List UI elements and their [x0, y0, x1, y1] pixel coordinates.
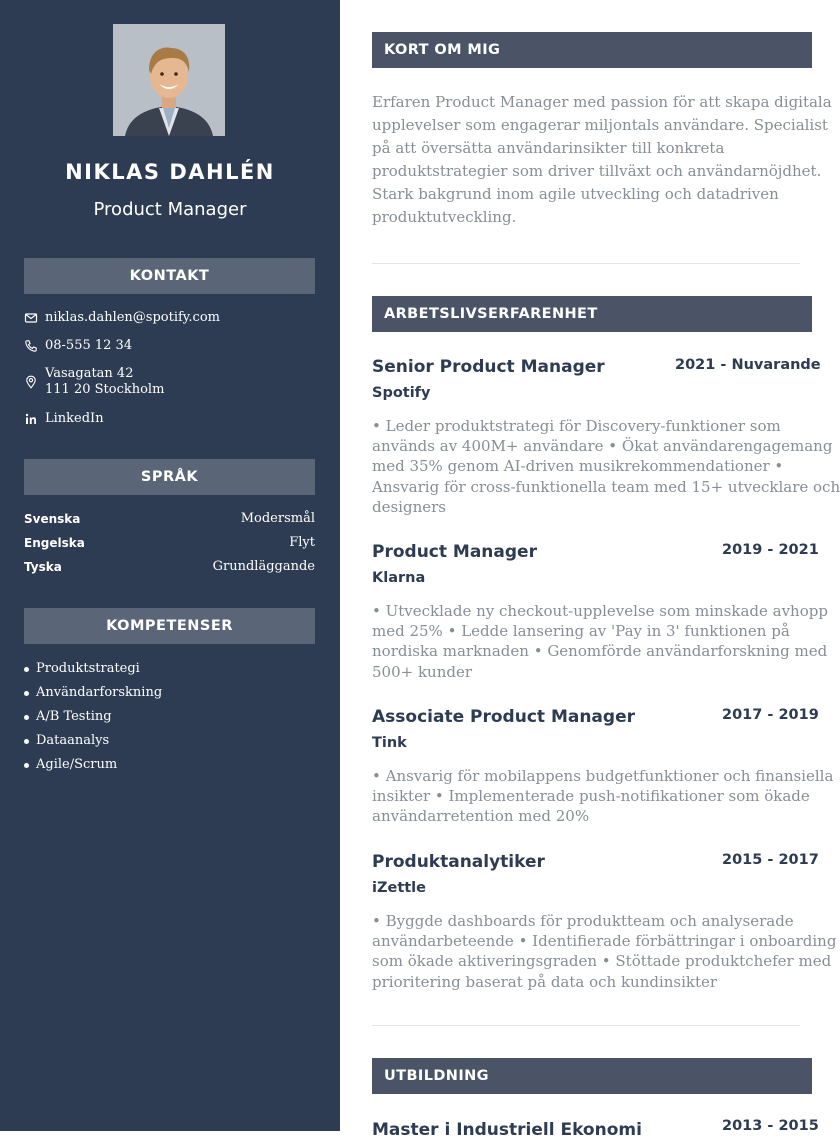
job-title: Associate Product Manager [372, 707, 635, 727]
mail-icon [24, 311, 38, 325]
profile-photo [113, 24, 225, 136]
job-description [372, 601, 828, 682]
job-desc-line: prioritering baserat på data och kundinsikter [372, 972, 718, 991]
job-date: 2019 - 2021 [722, 542, 819, 558]
skill-item: Agile/Scrum [24, 753, 162, 777]
section-divider [372, 263, 800, 264]
skill-item: Produktstrategi [24, 657, 162, 681]
summary-line: produktutveckling. [372, 208, 517, 226]
language-level: Grundläggande [212, 559, 315, 574]
job-company: Tink [372, 735, 407, 751]
language-level: Modersmål [240, 511, 315, 526]
location-pin-icon [24, 375, 38, 389]
summary-line: Stark bakgrund inom agile utveckling och datadriven [372, 185, 779, 203]
contact-linkedin[interactable] [24, 411, 324, 427]
language-level: Flyt [289, 535, 315, 550]
language-name: Engelska [24, 536, 85, 550]
summary-line: på att översätta användarinsikter till konkreta [372, 139, 725, 157]
language-row [24, 511, 315, 527]
job-desc-line: designers [372, 497, 446, 516]
job-desc-line: • Leder produktstrategi för Discovery-funktioner som [372, 417, 781, 435]
skills-list [24, 657, 162, 777]
person-name: NIKLAS DAHLÉN [65, 160, 275, 184]
language-row [24, 535, 315, 551]
summary-text [372, 91, 832, 229]
skill-item: A/B Testing [24, 705, 162, 729]
job-desc-line: • Ansvarig för mobilappens budgetfunktioner och finansiella [372, 767, 834, 785]
summary-line: Erfaren Product Manager med passion för att skapa digitala [372, 93, 832, 111]
job-desc-line: med 35% genom AI-driven musikrekommendationer • [372, 457, 784, 476]
address-line-1: Vasagatan 42 [45, 366, 134, 381]
skill-item: Användarforskning [24, 681, 162, 705]
job-desc-line: används av 400M+ användare • Ökat användarengagemang [372, 437, 833, 456]
summary-heading: KORT OM MIG [372, 32, 812, 68]
linkedin-link[interactable]: LinkedIn [45, 411, 104, 426]
job-title: Senior Product Manager [372, 357, 605, 377]
job-desc-line: Ansvarig för cross-funktionella team med 15+ utvecklare och [372, 477, 840, 496]
job-title: Produktanalytiker [372, 852, 545, 872]
sidebar [0, 0, 340, 1131]
contact-phone[interactable] [24, 338, 324, 354]
job-company: iZettle [372, 880, 426, 896]
language-name: Tyska [24, 560, 62, 574]
job-desc-line: användarbeteende • Identifierade förbättringar i onboarding [372, 932, 837, 951]
education-date: 2013 - 2015 [722, 1118, 819, 1134]
section-divider [372, 1025, 800, 1026]
job-desc-line: nordiska marknaden • Genomförde användarforskning med [372, 642, 828, 661]
phone-icon [24, 339, 38, 353]
job-date: 2015 - 2017 [722, 852, 819, 868]
address-line-2: 111 20 Stockholm [45, 382, 165, 397]
languages-heading: SPRÅK [24, 459, 315, 495]
linkedin-icon [24, 412, 38, 426]
job-title: Product Manager [372, 542, 537, 562]
job-company: Klarna [372, 570, 426, 586]
job-date: 2021 - Nuvarande [675, 357, 821, 373]
education-heading: UTBILDNING [372, 1058, 812, 1094]
contact-email[interactable] [24, 310, 324, 326]
skills-heading: KOMPETENSER [24, 608, 315, 644]
job-desc-line: • Byggde dashboards för produktteam och analyserade [372, 912, 794, 930]
job-desc-line: • Utvecklade ny checkout-upplevelse som minskade avhopp [372, 602, 828, 620]
job-description [372, 416, 840, 517]
job-role: Product Manager [93, 199, 247, 220]
job-desc-line: 500+ kunder [372, 662, 473, 681]
job-desc-line: med 25% • Ledde lansering av 'Pay in 3' funktionen på [372, 622, 790, 641]
job-description [372, 766, 834, 827]
email-text: niklas.dahlen@spotify.com [45, 310, 220, 325]
language-row [24, 559, 315, 575]
job-company: Spotify [372, 385, 431, 401]
job-date: 2017 - 2019 [722, 707, 819, 723]
avatar [113, 24, 225, 136]
skill-item: Dataanalys [24, 729, 162, 753]
summary-line: produktstrategier som driver tillväxt och användarnöjdhet. [372, 162, 822, 180]
contact-address [24, 366, 324, 398]
language-name: Svenska [24, 512, 81, 526]
job-desc-line: användarretention med 20% [372, 807, 590, 826]
job-desc-line: insikter • Implementerade push-notifikationer som ökade [372, 787, 810, 806]
phone-text: 08-555 12 34 [45, 338, 133, 353]
experience-heading: ARBETSLIVSERFARENHET [372, 296, 812, 332]
summary-line: upplevelser som engagerar miljontals användare. Specialist [372, 116, 828, 134]
job-desc-line: som ökade aktiveringsgraden • Stöttade produktchefer med [372, 952, 832, 971]
job-description [372, 911, 837, 992]
contact-heading: KONTAKT [24, 258, 315, 294]
education-title: Master i Industriell Ekonomi [372, 1120, 642, 1140]
